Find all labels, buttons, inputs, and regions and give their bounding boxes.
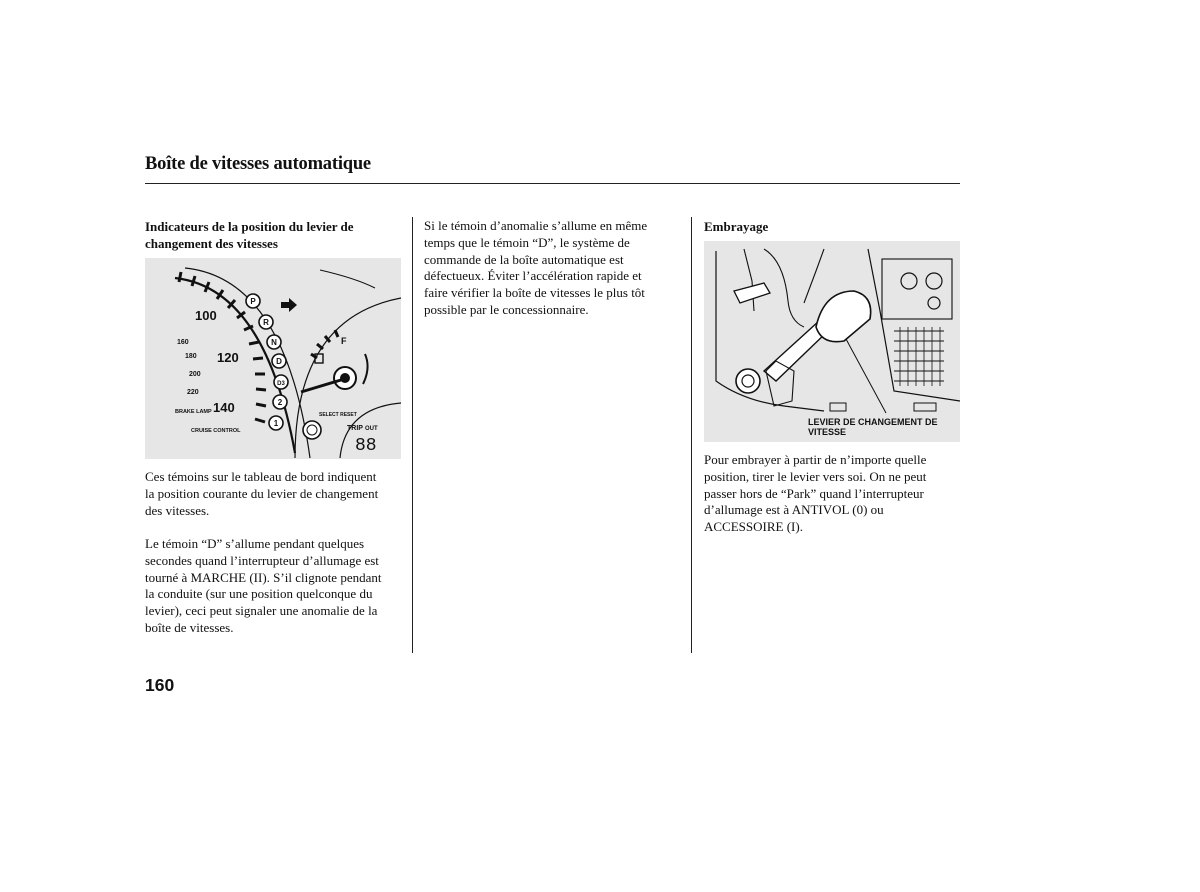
kmh-label-160: 160 [177,339,189,346]
gear-label-n: N [271,338,277,347]
shift-indicator-heading [145,218,354,252]
text-line: levier), ceci peut signaler une anomalie de la [145,603,378,619]
title-rule [145,183,960,184]
page-title: Boîte de vitesses automatique [145,154,371,174]
text-line: position, tirer le levier vers soi. On ne peut [704,468,927,484]
select-reset-label: SELECT RESET [319,412,357,418]
instrument-cluster-figure [145,258,401,459]
malfunction-paragraph [424,218,686,319]
odometer-display: 88 [355,436,377,456]
text-line: Le témoin “D” s’allume pendant quelques [145,536,365,551]
shift-instructions-paragraph [704,452,966,536]
speed-label-140: 140 [213,400,235,415]
gear-label-r: R [263,318,269,327]
column-divider-left [412,217,413,653]
text-line: Ces témoins sur le tableau de bord indiquent [145,469,377,484]
gear-label-2: 2 [277,398,283,407]
embrayage-heading: Embrayage [704,219,769,234]
instrument-cluster-illustration [145,258,401,459]
text-line: défectueux. Éviter l’accélération rapide et [424,268,642,284]
page-number: 160 [145,675,175,695]
brake-lamp-label: BRAKE LAMP [175,409,212,415]
caption-line: LEVIER DE CHANGEMENT DE [808,417,938,427]
text-line: commande de la boîte automatique est [424,251,624,267]
heading-line: Indicateurs de la position du levier de [145,219,354,234]
speed-label-100: 100 [195,308,217,323]
text-line: Pour embrayer à partir de n’importe quelle [704,452,927,467]
text-line: des vitesses. [145,502,210,518]
ignition-switch [736,369,760,393]
text-line: secondes quand l’interrupteur d’allumage est [145,552,379,568]
gear-label-d: D [276,357,282,366]
shift-lever-caption [808,417,958,437]
text-line: d’allumage est à ANTIVOL (0) ou [704,502,884,518]
heading-line: changement des vitesses [145,236,278,251]
select-reset-knob [303,421,321,439]
text-line: Si le témoin d’anomalie s’allume en même [424,218,648,233]
text-line: tourné à MARCHE (II). S’il clignote pendant [145,569,382,585]
shift-lever-figure [704,241,960,442]
shift-lever-knob [816,291,871,342]
gear-label-d3: D3 [277,381,285,387]
speed-label-120: 120 [217,350,239,365]
text-line: passer hors de “Park” quand l’interrupteur [704,485,924,501]
kmh-label-200: 200 [189,371,201,378]
trip-out-label: OUT [365,426,378,432]
kmh-label-220: 220 [187,389,199,396]
gear-label-1: 1 [273,419,279,428]
cruise-control-label: CRUISE CONTROL [191,428,241,434]
caption-line: VITESSE [808,427,847,437]
trip-label: TRIP [347,425,363,432]
text-line: boîte de vitesses. [145,619,234,635]
indicator-description-paragraph [145,469,407,519]
d-indicator-paragraph [145,536,407,637]
kmh-label-180: 180 [185,353,197,360]
text-line: la conduite (sur une position quelconque du [145,586,373,602]
gear-label-p: P [250,297,256,306]
arrow-icon [281,298,297,312]
text-line: temps que le témoin “D”, le système de [424,234,630,250]
text-line: ACCESSOIRE (I). [704,519,803,535]
fuel-full-label: F [341,336,347,346]
column-divider-right [691,217,692,653]
text-line: la position courante du levier de changement [145,485,379,501]
text-line: faire vérifier la boîte de vitesses le plus tôt [424,285,645,301]
text-line: possible par le concessionnaire. [424,301,589,317]
caption-pointer-line [846,339,886,413]
shift-lever-illustration [704,241,960,442]
